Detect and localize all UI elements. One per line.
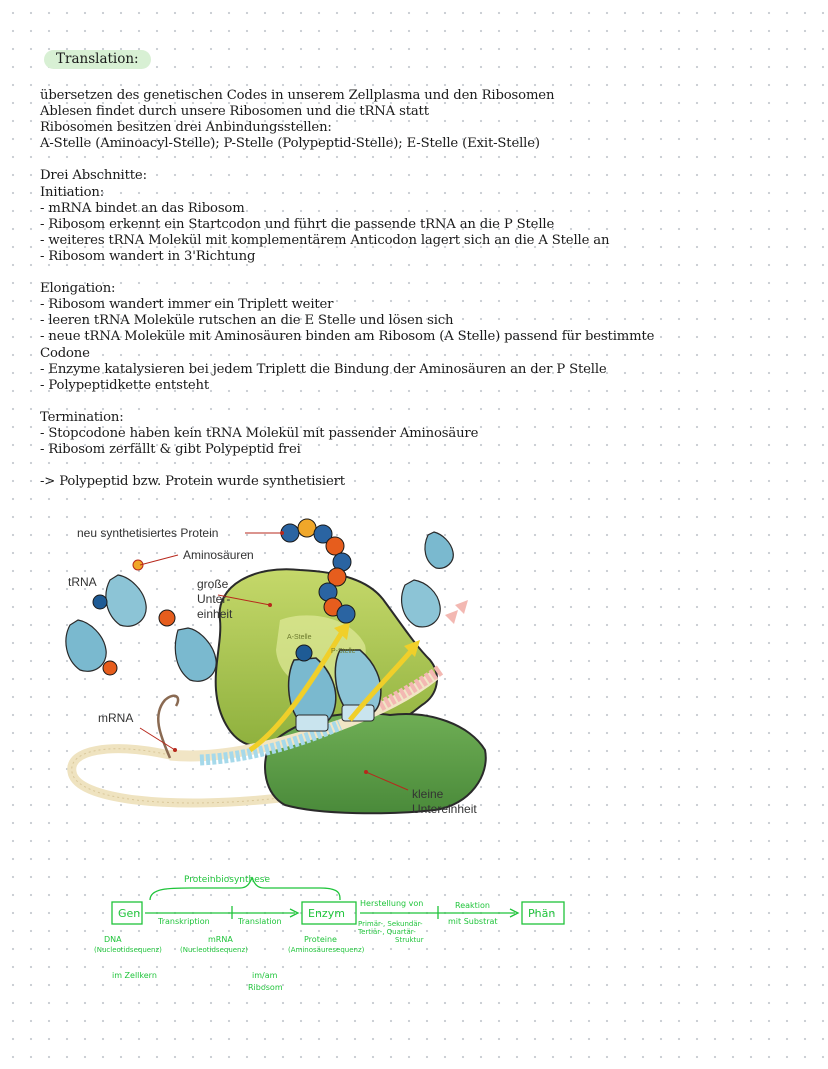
initiation-title: Initiation: <box>40 184 105 200</box>
label-site-p: P-Stelle <box>331 648 356 655</box>
step-structure: Primär-, Sekundär- <box>358 920 423 928</box>
label-large-subunit: einheit <box>197 607 233 621</box>
step-structure: Tertiär-, Quartär- <box>358 928 416 936</box>
label-small-subunit: kleine <box>412 787 444 801</box>
box-gen: Gen <box>118 907 141 920</box>
elongation-item: - leeren tRNA Moleküle rutschen an die E Stelle und lösen sich <box>40 313 454 329</box>
intro-line: übersetzen des genetischen Codes in unserem Zellplasma und den Ribosomen <box>40 88 555 103</box>
initiation-item: - Ribosom wandert in 3'Richtung <box>40 248 256 264</box>
label-mrna-seq: (Nucleotidsequenz) <box>180 946 248 954</box>
label-location-ribosome: im/am <box>252 971 278 980</box>
termination-item: - Ribosom zerfällt & gibt Polypeptid frei <box>40 442 301 458</box>
box-enzym: Enzym <box>308 907 345 920</box>
flow-heading: Proteinbiosynthese <box>184 875 270 885</box>
elongation-item: - neue tRNA Moleküle mit Aminosäuren binden am Ribosom (A Stelle) passend für bestimmte <box>40 329 655 345</box>
step-substrate: mit Substrat <box>448 917 498 926</box>
label-new-protein: neu synthetisiertes Protein <box>77 526 219 540</box>
label-trna: tRNA <box>68 575 97 589</box>
label-large-subunit: Unter- <box>197 592 231 606</box>
page-title: Translation: <box>44 50 151 69</box>
initiation-item: - Ribosom erkennt ein Startcodon und führt die passende tRNA an die P Stelle <box>40 216 555 232</box>
initiation-item: - mRNA bindet an das Ribosom <box>40 200 245 216</box>
box-phaen: Phän <box>528 907 556 920</box>
label-location-nucleus: im Zellkern <box>112 971 157 980</box>
label-dna-seq: (Nucleotidsequenz) <box>94 946 162 954</box>
intro-line: Ribosomen besitzen drei Anbindungsstellen: <box>40 120 332 136</box>
label-large-subunit: große <box>197 577 229 591</box>
step-transcription: Transkription <box>158 917 210 926</box>
step-translation: Translation <box>238 917 282 926</box>
free-trna-right <box>402 532 468 627</box>
label-protein-seq: (Aminosäuresequenz) <box>288 946 365 954</box>
step-reaction: Reaktion <box>455 901 490 910</box>
elongation-item: Codone <box>40 345 90 361</box>
step-structure: Struktur <box>395 936 424 944</box>
intro-line: Ablesen findet durch unsere Ribosomen und die tRNA statt <box>40 104 429 120</box>
label-site-a: A-Stelle <box>287 634 312 641</box>
notes-body <box>40 88 740 490</box>
step-production: Herstellung von <box>360 899 424 908</box>
initiation-item: - weiteres tRNA Molekül mit komplementärem Anticodon lagert sich an die A Stelle an <box>40 232 610 248</box>
label-mrna: mRNA <box>98 711 134 725</box>
label-aminoacids: Aminosäuren <box>183 548 254 562</box>
label-small-subunit: Untereinheit <box>412 802 477 816</box>
termination-item: - Stopcodone haben kein tRNA Molekül mit passender Aminosäure <box>40 425 479 441</box>
elongation-item: - Polypeptidkette entsteht <box>40 377 209 393</box>
elongation-title: Elongation: <box>40 281 116 297</box>
sections-label: Drei Abschnitte: <box>40 168 147 184</box>
termination-title: Termination: <box>40 409 124 425</box>
elongation-item: - Ribosom wandert immer ein Triplett weiter <box>40 297 334 313</box>
elongation-item: - Enzyme katalysieren bei jedem Triplett die Bindung der Aminosäuren an der P Stelle <box>40 361 607 377</box>
label-dna: DNA <box>104 935 122 944</box>
conclusion-line: -> Polypeptid bzw. Protein wurde synthetisiert <box>40 474 345 490</box>
intro-line: A-Stelle (Aminoacyl-Stelle); P-Stelle (Polypeptid-Stelle); E-Stelle (Exit-Stelle) <box>40 136 540 152</box>
label-mrna-flow: mRNA <box>208 935 233 944</box>
ribosome-illustration <box>50 510 510 830</box>
protein-biosynthesis-flowchart <box>90 872 610 1012</box>
label-location-ribosome: Ribosom <box>248 983 283 992</box>
label-proteine: Proteine <box>304 935 337 944</box>
